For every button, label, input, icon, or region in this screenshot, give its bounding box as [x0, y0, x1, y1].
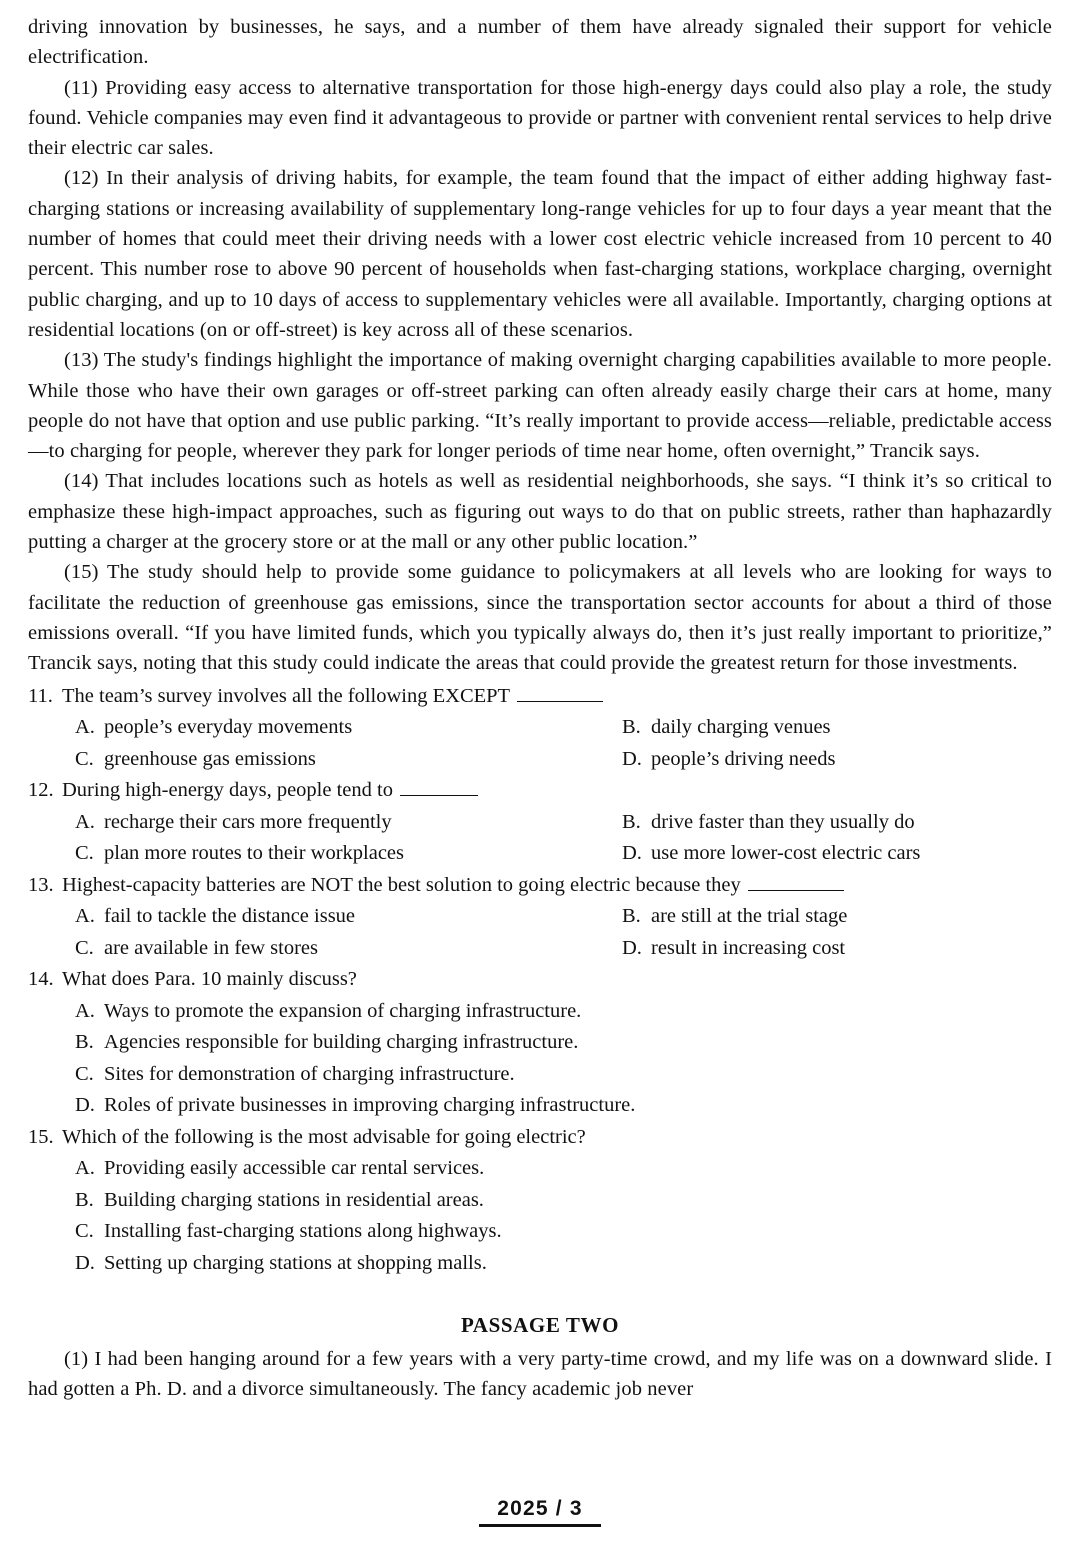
option-letter: D. [622, 747, 642, 770]
question-11-stem [28, 681, 1052, 713]
question-11-answer-blank[interactable] [517, 684, 603, 702]
questions-list [28, 681, 1052, 1280]
question-12-number: 12. [28, 779, 54, 802]
option-text: Roles of private businesses in improving charging infrastructure. [104, 1094, 636, 1117]
question-15-text: Which of the following is the most advisable for going electric? [62, 1125, 586, 1148]
question-13-number: 13. [28, 873, 54, 896]
option-12-a[interactable] [28, 807, 575, 839]
paragraph-11: (11) Providing easy access to alternative transportation for those high-energy days could also play a role, the study found. Vehicle companies may even find it advantageous to provide or partner with convenient rental services to help drive their electric car sales. [28, 76, 1052, 160]
option-letter: A. [75, 810, 95, 833]
question-12-text: During high-energy days, people tend to [62, 779, 393, 802]
option-letter: B. [622, 716, 641, 739]
option-letter: D. [75, 1251, 95, 1274]
question-14 [28, 964, 1052, 1122]
option-text: greenhouse gas emissions [104, 747, 316, 770]
option-letter: A. [75, 716, 95, 739]
passage-two-title: PASSAGE TWO [460, 1313, 620, 1338]
option-text: Agencies responsible for building charging infrastructure. [104, 1031, 579, 1054]
option-letter: A. [75, 905, 95, 928]
option-letter: C. [75, 747, 94, 770]
question-15-number: 15. [28, 1125, 54, 1148]
option-text: Building charging stations in residential areas. [104, 1188, 484, 1211]
question-14-number: 14. [28, 968, 54, 991]
question-11-text: The team’s survey involves all the following EXCEPT [62, 684, 511, 707]
question-11 [28, 681, 1052, 776]
question-12-options [28, 807, 1052, 870]
paragraph-13: (13) The study's findings highlight the importance of making overnight charging capabilities available to more people. While those who have their own garages or off-street parking can often already easily charge their cars at home, many people do not have that option and use public parking. “It’s really important to provide access—reliable, predictable access—to charging for people, wherever they park for longer periods of time near home, often overnight,” Trancik says. [28, 349, 1052, 463]
question-13-stem [28, 870, 1052, 902]
option-letter: B. [622, 905, 641, 928]
option-letter: B. [75, 1031, 94, 1054]
question-13-text: Highest-capacity batteries are NOT the best solution to going electric because they [62, 873, 741, 896]
paragraph-12: (12) In their analysis of driving habits, for example, the team found that the impact of either adding highway fast-charging stations or increasing availability of supplementary long-range vehicles for up to four days a year meant that the number of homes that could meet their driving needs with a lower cost electric vehicle increased from 10 percent to 40 percent. This number rose to above 90 percent of households when fast-charging stations, workplace charging, overnight public charging, and up to 10 days of access to supplementary vehicles were all available. Importantly, charging options at residential locations (on or off-street) is key across all of these scenarios. [28, 167, 1052, 341]
page-content [28, 12, 1052, 1405]
option-letter: A. [75, 999, 95, 1022]
option-text: are still at the trial stage [651, 905, 848, 928]
option-text: recharge their cars more frequently [104, 810, 392, 833]
option-text: use more lower-cost electric cars [651, 842, 921, 865]
option-14-b[interactable] [28, 1027, 1052, 1059]
option-text: daily charging venues [651, 716, 831, 739]
option-11-a[interactable] [28, 712, 575, 744]
option-text: Sites for demonstration of charging infrastructure. [104, 1062, 515, 1085]
question-13-options [28, 901, 1052, 964]
option-14-a[interactable] [28, 996, 1052, 1028]
question-12-stem [28, 775, 1052, 807]
option-12-b[interactable] [575, 807, 1052, 839]
question-11-options [28, 712, 1052, 775]
question-14-text: What does Para. 10 mainly discuss? [62, 968, 357, 991]
footer-label: 2025 / 3 [479, 1497, 601, 1527]
option-15-c[interactable] [28, 1216, 1052, 1248]
option-text: Setting up charging stations at shopping malls. [104, 1251, 487, 1274]
option-13-c[interactable] [28, 933, 575, 965]
option-text: people’s everyday movements [104, 716, 353, 739]
paragraph-14: (14) That includes locations such as hotels as well as residential neighborhoods, she says. “I think it’s so critical to emphasize these high-impact approaches, such as figuring out ways to do that on public streets, rather than haphazardly putting a charger at the grocery store or at the mall or any other public location.” [28, 470, 1052, 554]
question-15-options [28, 1153, 1052, 1279]
question-13 [28, 870, 1052, 965]
option-15-b[interactable] [28, 1185, 1052, 1217]
option-12-c[interactable] [28, 838, 575, 870]
option-15-d[interactable] [28, 1248, 1052, 1280]
option-text: fail to tackle the distance issue [104, 905, 356, 928]
option-letter: D. [622, 936, 642, 959]
option-11-c[interactable] [28, 744, 575, 776]
option-letter: B. [622, 810, 641, 833]
option-letter: C. [75, 1062, 94, 1085]
option-letter: C. [75, 936, 94, 959]
option-11-b[interactable] [575, 712, 1052, 744]
option-14-d[interactable] [28, 1090, 1052, 1122]
option-text: plan more routes to their workplaces [104, 842, 405, 865]
option-letter: B. [75, 1188, 94, 1211]
paragraph-15: (15) The study should help to provide some guidance to policymakers at all levels who are looking for ways to facilitate the reduction of greenhouse gas emissions, since the transportation sector accounts for about a third of those emissions overall. “If you have limited funds, which you typically always do, then it’s just really important to prioritize,” Trancik says, noting that this study could indicate the areas that could provide the greatest return for those investments. [28, 561, 1052, 675]
option-letter: A. [75, 1157, 95, 1180]
option-text: people’s driving needs [651, 747, 836, 770]
option-text: Providing easily accessible car rental services. [104, 1157, 485, 1180]
option-text: Ways to promote the expansion of charging infrastructure. [104, 999, 582, 1022]
option-14-c[interactable] [28, 1059, 1052, 1091]
question-13-answer-blank[interactable] [748, 873, 844, 891]
option-12-d[interactable] [575, 838, 1052, 870]
option-text: Installing fast-charging stations along highways. [104, 1220, 502, 1243]
option-13-b[interactable] [575, 901, 1052, 933]
option-13-a[interactable] [28, 901, 575, 933]
option-letter: D. [622, 842, 642, 865]
option-text: result in increasing cost [651, 936, 846, 959]
option-text: are available in few stores [104, 936, 319, 959]
question-12 [28, 775, 1052, 870]
question-14-stem [28, 964, 1052, 996]
option-letter: C. [75, 842, 94, 865]
passage-two-paragraph-1: (1) I had been hanging around for a few years with a very party-time crowd, and my life was on a downward slide. I had gotten a Ph. D. and a divorce simultaneously. The fancy academic job never [28, 1348, 1052, 1401]
option-letter: D. [75, 1094, 95, 1117]
option-letter: C. [75, 1220, 94, 1243]
lead-paragraph: driving innovation by businesses, he says, and a number of them have already signaled their support for vehicle electrification. [28, 16, 1052, 69]
option-13-d[interactable] [575, 933, 1052, 965]
question-11-number: 11. [28, 684, 53, 707]
option-text: drive faster than they usually do [651, 810, 915, 833]
question-15-stem [28, 1122, 1052, 1154]
question-15 [28, 1122, 1052, 1280]
question-14-options [28, 996, 1052, 1122]
option-15-a[interactable] [28, 1153, 1052, 1185]
option-11-d[interactable] [575, 744, 1052, 776]
page-footer [0, 1497, 1080, 1527]
question-12-answer-blank[interactable] [400, 778, 478, 796]
